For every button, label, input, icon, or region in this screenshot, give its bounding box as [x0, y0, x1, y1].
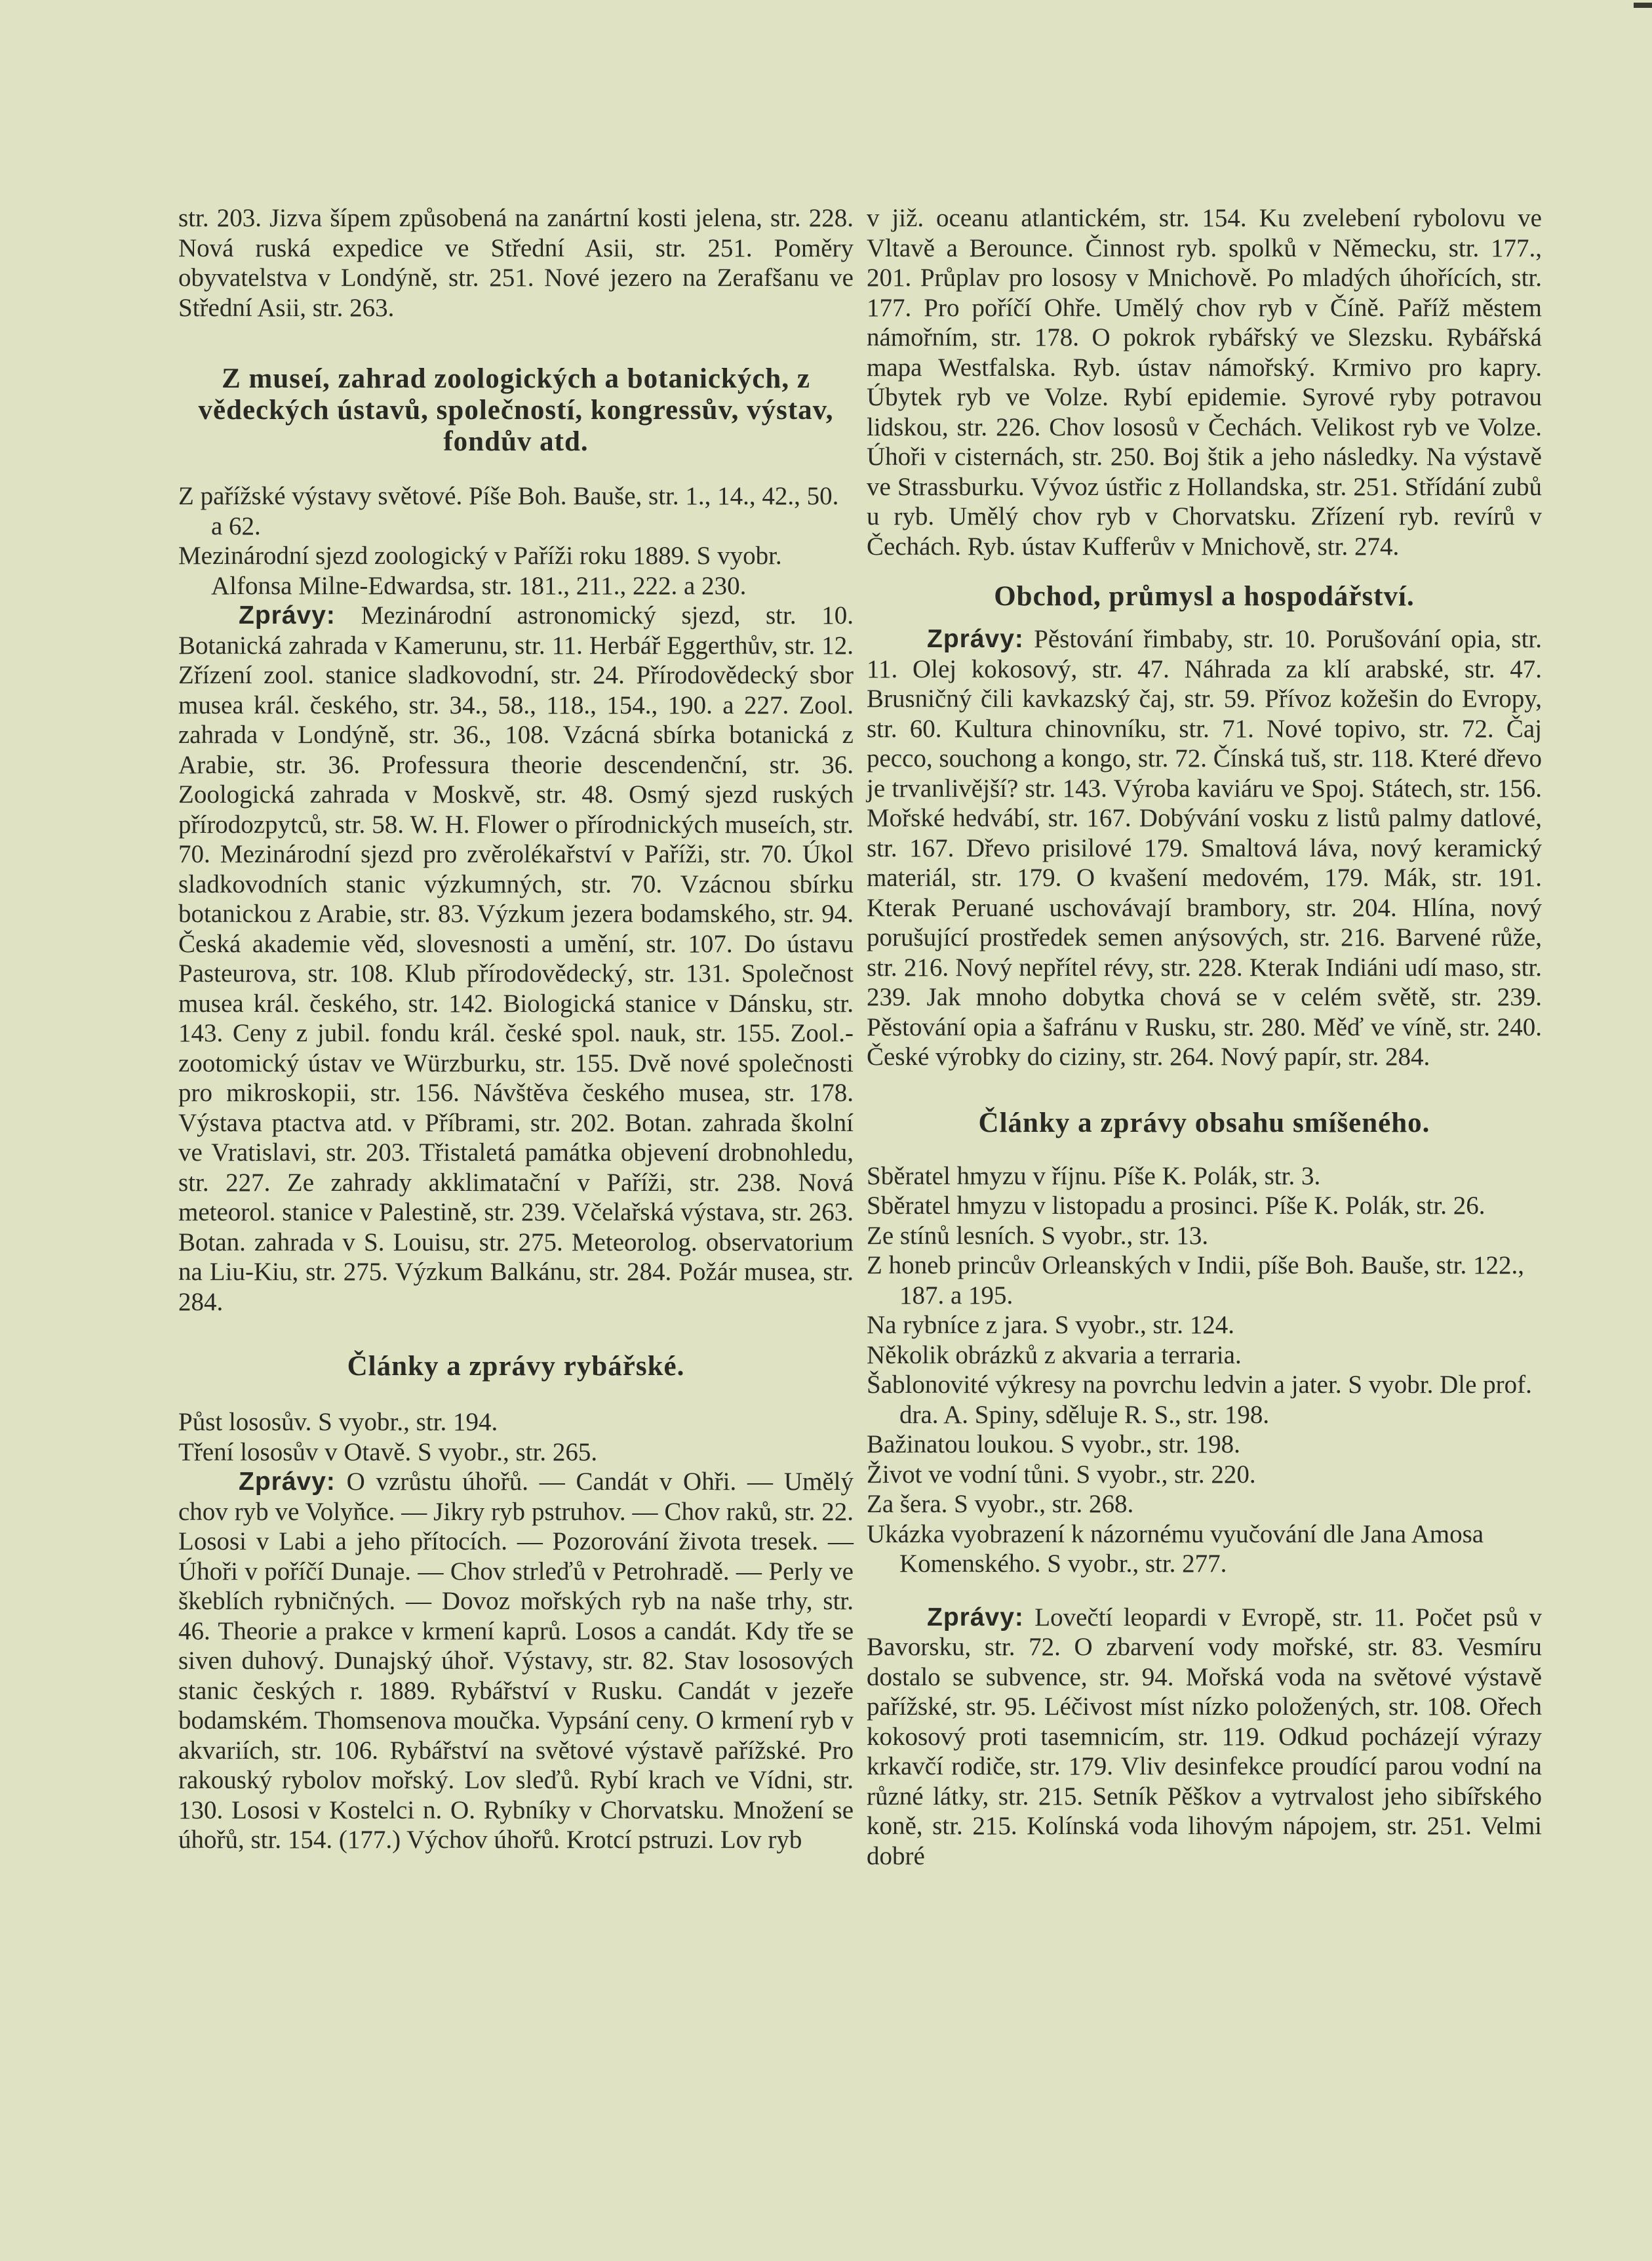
misc-entry: Bažinatou loukou. S vyobr., str. 198. — [867, 1430, 1240, 1458]
fishing-entry: Půst lososův. S vyobr., str. 194. — [178, 1408, 498, 1436]
spacer — [867, 1579, 1542, 1603]
misc-entry: Z honeb princův Orleanských v Indii, píše Boh. Bauše, str. 122., 187. a 195. — [867, 1251, 1525, 1310]
commerce-zpravy-paragraph — [867, 624, 1542, 1072]
misc-entry: Sběratel hmyzu v listopadu a prosinci. Píše K. Polák, str. 26. — [867, 1191, 1485, 1220]
museum-zpravy-paragraph — [178, 601, 854, 1317]
right-intro-paragraph: v již. oceanu atlantickém, str. 154. Ku zvelebení rybolovu ve Vltavě a Berounce. Činnost ryb. spolků v Německu, str. 177., 201. Průplav pro lososy v Mnichově. Po mladých úhořících, str. 177. Pro poříčí Ohře. Umělý chov ryb v Číně. Paříž městem námořním, str. 178. O pokrok rybářský ve Slezsku. Rybářská mapa Westfalska. Ryb. ústav námořský. Krmivo pro kapry. Úbytek ryb ve Volze. Rybí epidemie. Syrové ryby potravou lidskou, str. 226. Chov lososů v Čechách. Velikost ryb ve Volze. Úhoři v cisternách, str. 250. Boj štik a jeho následky. Na výstavě ve Strassburku. Vývoz ústřic z Hollandska, str. 251. Střídání zubů u ryb. Umělý chov ryb v Chorvatsku. Zřízení ryb. revírů v Čechách. Ryb. ústav Kufferův v Mnichově, str. 274. — [867, 204, 1542, 561]
museum-entry: Z pařížské výstavy světové. Píše Boh. Bauše, str. 1., 14., 42., 50. a 62. — [178, 482, 839, 540]
heading-commerce: Obchod, průmysl a hospodářství. — [994, 581, 1415, 612]
misc-entry: Život ve vodní tůni. S vyobr., str. 220. — [867, 1460, 1256, 1489]
misc-entry: Několik obrázků z akvaria a terraria. — [867, 1340, 1242, 1369]
misc-zpravy-text: Lovečtí leopardi v Evropě, str. 11. Počet psů v Bavorsku, str. 72. O zbarvení vody mořské, str. 83. Vesmíru dostalo se subvence, str. 94. Mořská voda na světové výstavě pařížské, str. 95. Léčivost míst nízko položených, str. 108. Ořech kokosový proti tasemnicím, str. 119. Odkud pocházejí výrazy krkavčí rodiče, str. 179. Vliv desinfekce proudící parou vodní na různé látky, str. 215. Setník Pěškov a vytrvalost jeho sibířského koně, str. 215. Kolínská voda lihovým nápojem, str. 251. Velmi dobré — [867, 1603, 1542, 1870]
left-column — [178, 203, 854, 1855]
fishing-zpravy-paragraph — [178, 1467, 854, 1855]
misc-entry: Sběratel hmyzu v říjnu. Píše K. Polák, str. 3. — [867, 1161, 1321, 1190]
misc-entry: Na rybníce z jara. S vyobr., str. 124. — [867, 1311, 1235, 1339]
right-column — [867, 203, 1542, 1871]
heading-miscellaneous: Články a zprávy obsahu smíšeného. — [978, 1107, 1430, 1138]
museum-zpravy-text: Mezinárodní astronomický sjezd, str. 10. Botanická zahrada v Kamerunu, str. 11. Herbář Eggerthův, str. 12. Zřízení zool. stanice sladkovodní, str. 24. Přírodovědecký sbor musea král. českého, str. 34., 58., 118., 154., 190. a 227. Zool. zahrada v Londýně, str. 36., 108. Vzácná sbírka botanická z Arabie, str. 36. Professura theorie descendenční, str. 36. Zoologická zahrada v Moskvě, str. 48. Osmý sjezd ruských přírodozpytců, str. 58. W. H. Flower o přírodnických museích, str. 70. Mezinárodní sjezd pro zvěrolékařství v Paříži, str. 70. Úkol sladkovodních stanic výzkumných, str. 70. Vzácnou sbírku botanickou z Arabie, str. 83. Výzkum jezera bodamského, str. 94. Česká akademie věd, slovesnosti a umění, str. 107. Do ústavu Pasteurova, str. 108. Klub přírodovědecký, str. 131. Společnost musea král. českého, str. 142. Biologická stanice v Dánsku, str. 143. Ceny z jubil. fondu král. české spol. nauk, str. 155. Zool.-zootomický ústav ve Würzburku, str. 155. Dvě nové společnosti pro mikroskopii, str. 156. Návštěva českého musea, str. 178. Výstava ptactva atd. v Příbrami, str. 202. Botan. zahrada školní ve Vratislavi, str. 203. Třistaletá památka objevení drobnohledu, str. 227. Ze zahrady akklimatační v Paříži, str. 238. Nová meteorol. stanice v Palestině, str. 239. Včelařská výstava, str. 263. Botan. zahrada v S. Louisu, str. 275. Meteorolog. observatorium na Liu-Kiu, str. 275. Výzkum Balkánu, str. 284. Požár musea, str. 284. — [178, 601, 854, 1316]
zpravy-label: Zprávy: — [239, 1468, 336, 1496]
heading-museum: Z museí, zahrad zoologických a botanických, z vědeckých ústavů, společností, kongressův, výstav, fondův atd. — [198, 363, 834, 457]
misc-entry: Za šera. S vyobr., str. 268. — [867, 1490, 1134, 1518]
commerce-zpravy-text: Pěstování řimbaby, str. 10. Porušování opia, str. 11. Olej kokosový, str. 47. Náhrada za klí arabské, str. 47. Brusničný čili kavkazský čaj, str. 59. Přívoz kožešin do Evropy, str. 60. Kultura chinovníku, str. 71. Nové topivo, str. 72. Čaj pecco, souchong a kongo, str. 72. Čínská tuš, str. 118. Které dřevo je trvanlivější? str. 143. Výroba kaviáru ve Spoj. Státech, str. 156. Mořské hedvábí, str. 167. Dobývání vosku z listů palmy datlové, str. 167. Dřevo prisilové 179. Smaltová láva, nový keramický materiál, str. 179. O kvašení medovém, 179. Mák, str. 191. Kterak Peruané uschovávají brambory, str. 204. Hlína, nový porušující prostředek semen anýsových, str. 216. Barvené růže, str. 216. Nový nepřítel révy, str. 228. Kterak Indiáni udí maso, str. 239. Jak mnoho dobytka chová se v celém světě, str. 239. Pěstování opia a šafránu v Rusku, str. 280. Měď ve víně, str. 240. České výrobky do ciziny, str. 264. Nový papír, str. 284. — [867, 625, 1543, 1071]
fishing-entry: Tření lososův v Otavě. S vyobr., str. 265. — [178, 1437, 598, 1466]
misc-entry: Ukázka vyobrazení k názornému vyučování dle Jana Amosa Komenského. S vyobr., str. 277. — [867, 1519, 1484, 1578]
misc-entry: Ze stínů lesních. S vyobr., str. 13. — [867, 1221, 1209, 1250]
zpravy-label: Zprávy: — [927, 1603, 1024, 1631]
zpravy-label: Zprávy: — [239, 601, 336, 630]
fishing-zpravy-text: O vzrůstu úhořů. — Candát v Ohři. — Umělý chov ryb ve Volyňce. — Jikry ryb pstruhov. — Chov raků, str. 22. Lososi v Labi a jeho přítocích. — Pozorování života tresek. — Úhoři v poříčí Dunaje. — Chov strleďů v Petrohradě. — Perly ve škeblích rybničných. — Dovoz mořských ryb na naše trhy, str. 46. Theorie a prakce v krmení kaprů. Losos a candát. Kdy tře se siven duhový. Dunajský úhoř. Výstavy, str. 82. Stav lososových stanic českých r. 1889. Rybářství v Rusku. Candát v jezeře bodamském. Thomsenova moučka. Vypsání ceny. O krmení ryb v akvariích, str. 106. Rybářství na světové výstavě pařížské. Pro rakouský rybolov mořský. Lov sleďů. Rybí krach ve Vídni, str. 130. Lososi v Kostelci n. O. Rybníky v Chorvatsku. Množení se úhořů, str. 154. (177.) Výchov úhořů. Krotcí pstruzi. Lov ryb — [178, 1468, 854, 1854]
misc-zpravy-paragraph — [867, 1603, 1542, 1871]
museum-entry: Mezinárodní sjezd zoologický v Paříži roku 1889. S vyobr. Alfonsa Milne-Edwardsa, str. 181., 211., 222. a 230. — [178, 542, 782, 600]
left-intro-paragraph: str. 203. Jizva šípem způsobená na zanártní kosti jelena, str. 228. Nová ruská expedice ve Střední Asii, str. 251. Poměry obyvatelstva v Londýně, str. 251. Nové jezero na Zerafšanu ve Střední Asii, str. 263. — [178, 204, 854, 322]
heading-fishing: Články a zprávy rybářské. — [347, 1351, 685, 1382]
corner-mark — [1634, 3, 1652, 8]
misc-entry: Šablonovité výkresy na povrchu ledvin a jater. S vyobr. Dle prof. dra. A. Spiny, sděluje R. S., str. 198. — [867, 1371, 1532, 1429]
zpravy-label: Zprávy: — [927, 625, 1024, 653]
